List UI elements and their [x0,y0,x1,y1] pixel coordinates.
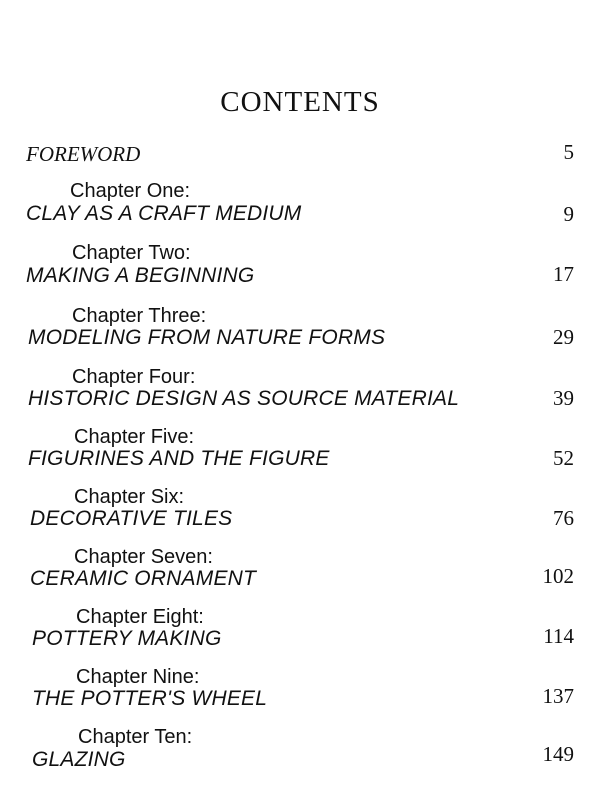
chapter-title: GLAZING [32,748,126,771]
chapter-label: Chapter Five: [74,426,195,448]
chapter-label: Chapter Four: [72,366,196,388]
entry-title: FOREWORD [26,142,141,166]
chapter-title: FIGURINES AND THE FIGURE [28,447,330,470]
entry-page-number: 114 [543,624,574,648]
chapter-title: HISTORIC DESIGN AS SOURCE MATERIAL [28,387,460,410]
chapter-label: Chapter Seven: [74,546,213,568]
chapter-label: Chapter Ten: [78,726,193,748]
chapter-title: DECORATIVE TILES [30,507,233,530]
chapter-label: Chapter Three: [72,305,207,327]
entry-page-number: 76 [553,506,574,530]
chapter-title: MODELING FROM NATURE FORMS [28,326,386,349]
chapter-title: CLAY AS A CRAFT MEDIUM [26,202,302,225]
entry-page-number: 137 [542,684,574,708]
entry-page-number: 5 [563,140,574,164]
page-title: CONTENTS [220,86,380,118]
entry-page-number: 102 [542,564,574,588]
entry-page-number: 17 [553,262,574,286]
chapter-label: Chapter One: [70,180,191,202]
chapter-label: Chapter Nine: [76,666,200,688]
chapter-title: MAKING A BEGINNING [26,264,255,287]
chapter-title: CERAMIC ORNAMENT [30,567,257,590]
entry-page-number: 9 [563,202,574,226]
chapter-label: Chapter Eight: [76,606,204,628]
entry-page-number: 39 [553,386,574,410]
entry-page-number: 149 [542,742,574,766]
chapter-label: Chapter Two: [72,242,191,264]
entry-page-number: 29 [553,325,574,349]
chapter-label: Chapter Six: [74,486,185,508]
entry-page-number: 52 [553,446,574,470]
chapter-title: THE POTTER'S WHEEL [32,687,268,710]
chapter-title: POTTERY MAKING [32,627,222,650]
